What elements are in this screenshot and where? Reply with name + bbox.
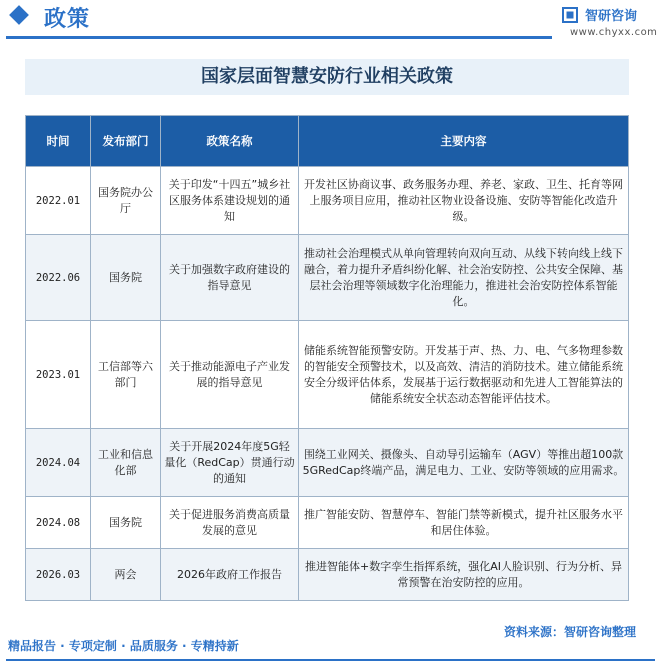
row-time: 2024.08: [26, 497, 91, 549]
header-dept: 发布部门: [91, 116, 161, 167]
diamond-bullet-icon: [9, 5, 29, 25]
row-dept: 工业和信息化部: [91, 429, 161, 497]
header-policy-name: 政策名称: [161, 116, 299, 167]
row-dept: 国务院: [91, 235, 161, 321]
header-time: 时间: [26, 116, 91, 167]
header-content: 主要内容: [299, 116, 629, 167]
row-content: 围绕工业网关、摄像头、自动导引运输车（AGV）等推出超100款5GRedCap终端产品，满足电力、工业、安防等领域的应用需求。: [299, 429, 629, 497]
row-policy-name: 关于推动能源电子产业发展的指导意见: [161, 321, 299, 429]
table-row: [26, 235, 629, 321]
page-header: [0, 0, 661, 40]
row-time: 2023.01: [26, 321, 91, 429]
row-policy-name: 关于印发“十四五”城乡社区服务体系建设规划的通知: [161, 167, 299, 235]
row-policy-name: 关于加强数字政府建设的指导意见: [161, 235, 299, 321]
table-row: [26, 549, 629, 601]
table-header-row: [26, 116, 629, 167]
table-row: [26, 167, 629, 235]
row-time: 2022.01: [26, 167, 91, 235]
footer-divider: [6, 659, 655, 661]
section-title: 政策: [44, 7, 91, 32]
policy-table: [25, 115, 629, 601]
row-content: 推动社会治理模式从单向管理转向双向互动、从线下转向线上线下融合，着力提升矛盾纠纷化解、社会治安防控、公共安全保障、基层社会治理等领域数字化治理能力，推进社会治安防控体系智能化。: [299, 235, 629, 321]
brand-url: www.chyxx.com: [570, 27, 658, 38]
row-time: 2026.03: [26, 549, 91, 601]
row-policy-name: 关于开展2024年度5G轻量化（RedCap）贯通行动的通知: [161, 429, 299, 497]
chyxx-logo-icon: [562, 7, 578, 23]
row-policy-name: 关于促进服务消费高质量发展的意见: [161, 497, 299, 549]
row-time: 2024.04: [26, 429, 91, 497]
row-policy-name: 2026年政府工作报告: [161, 549, 299, 601]
table-title: 国家层面智慧安防行业相关政策: [25, 59, 629, 95]
row-content: 储能系统智能预警安防。开发基于声、热、力、电、气多物理参数的智能安全预警技术，以及高效、清洁的消防技术。建立储能系统安全分级评估体系，发展基于运行数据驱动和先进人工智能算法的储能系统安全状态动态智能评估技术。: [299, 321, 629, 429]
source-note: 资料来源：智研咨询整理: [504, 625, 637, 639]
header-divider: [6, 36, 552, 39]
row-time: 2022.06: [26, 235, 91, 321]
table-row: [26, 497, 629, 549]
table-row: [26, 429, 629, 497]
row-content: 推进智能体+数字孪生指挥系统，强化AI人脸识别、行为分析、异常预警在治安防控的应用。: [299, 549, 629, 601]
row-content: 开发社区协商议事、政务服务办理、养老、家政、卫生、托育等网上服务项目应用，推动社区物业设备设施、安防等智能化改造升级。: [299, 167, 629, 235]
row-dept: 国务院办公厅: [91, 167, 161, 235]
table-row: [26, 321, 629, 429]
row-dept: 两会: [91, 549, 161, 601]
row-dept: 国务院: [91, 497, 161, 549]
row-content: 推广智能安防、智慧停车、智能门禁等新模式，提升社区服务水平和居住体验。: [299, 497, 629, 549]
row-dept: 工信部等六部门: [91, 321, 161, 429]
brand-name: 智研咨询: [585, 9, 638, 24]
footer-slogan: 精品报告 · 专项定制 · 品质服务 · 专精持新: [8, 639, 239, 653]
